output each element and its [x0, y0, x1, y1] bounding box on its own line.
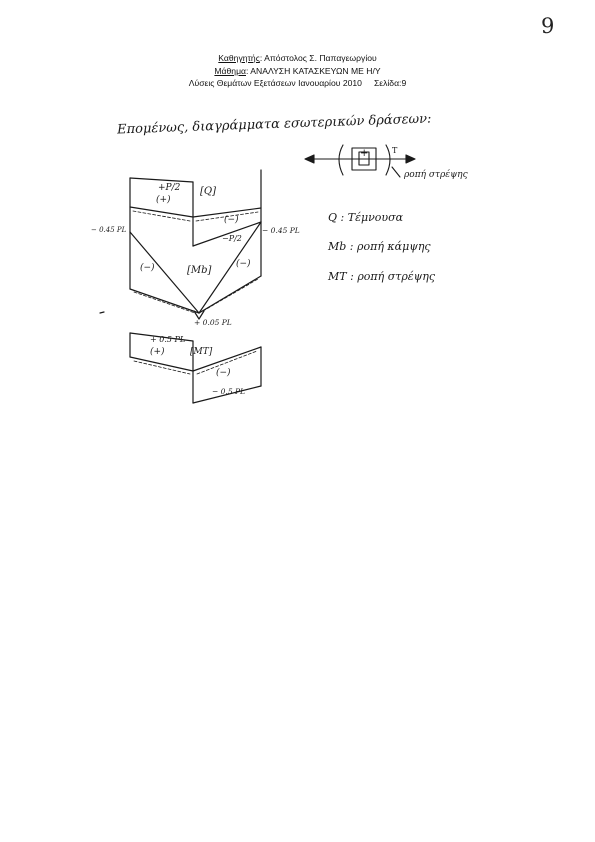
shear-bottom-value: −P/2 [222, 234, 242, 243]
torsion-baseline-left [130, 357, 193, 371]
page-label: Σελίδα:9 [373, 78, 407, 89]
torque-t-glyph: T [392, 146, 398, 155]
shear-bottom-sign: (−) [224, 215, 239, 225]
section-plus-glyph: + [360, 148, 369, 159]
shear-tag: [Q] [200, 186, 217, 197]
shear-top-sign: (+) [156, 195, 171, 205]
arrow-left-icon [305, 155, 314, 163]
torsion-hatch-left [134, 361, 190, 374]
stray-mark [100, 312, 104, 313]
legend-bending-symbol: Mb : [328, 240, 354, 253]
exam-subtitle: Λύσεις Θεμάτων Εξετάσεων Ιανουαρίου 2010 [188, 78, 362, 89]
legend-shear-text: Τέμνουσα [347, 211, 404, 224]
legend-shear [328, 211, 403, 224]
legend-torsion-symbol: MT : [328, 270, 354, 283]
legend-torsion-text: ροπή στρέψης [357, 270, 436, 283]
bending-tag: [Mb] [187, 265, 212, 276]
legend-torsion [328, 270, 435, 283]
bending-hatch-left [134, 292, 195, 313]
arrow-right-icon [406, 155, 415, 163]
intro-heading: Επομένως, διαγράμματα εσωτερικών δράσεων: [116, 111, 432, 138]
legend-bending [328, 240, 431, 253]
torque-arc-left [339, 145, 343, 175]
page-number: 9 [541, 14, 555, 38]
torsion-tag: [MT] [190, 347, 213, 357]
course-label: Μάθημα [214, 65, 246, 76]
course-name: : ΑΝΑΛΥΣΗ ΚΑΤΑΣΚΕΥΩΝ ΜΕ Η/Υ [246, 65, 381, 76]
torque-pointer-line [392, 167, 400, 177]
bending-left-value: − 0.45 PL [91, 226, 127, 234]
bending-baseline-right [199, 276, 261, 313]
torque-note: ροπή στρέψης [404, 170, 468, 180]
shear-right-value: − 0.45 PL [262, 226, 300, 235]
instructor-name: : Απόστολος Σ. Παπαγεωργίου [259, 53, 377, 63]
torsion-bottom-value: − 0.5 PL [212, 387, 246, 396]
instructor-label: Καθηγητής [218, 53, 260, 63]
legend-shear-symbol: Q : [328, 211, 345, 224]
torque-arc-right [386, 145, 390, 175]
bending-right-sign: (−) [236, 259, 251, 269]
shear-positive-top [130, 178, 193, 182]
bending-bottom-value: + 0.05 PL [194, 318, 232, 327]
torsion-top-sign: (+) [150, 347, 165, 357]
bending-left-sign: (−) [140, 263, 155, 273]
legend-bending-text: ροπή κάμψης [357, 240, 431, 253]
shear-top-value: +P/2 [158, 183, 181, 193]
torsion-bottom-sign: (−) [216, 368, 231, 378]
torsion-top-value: + 0.5 PL [150, 335, 186, 344]
